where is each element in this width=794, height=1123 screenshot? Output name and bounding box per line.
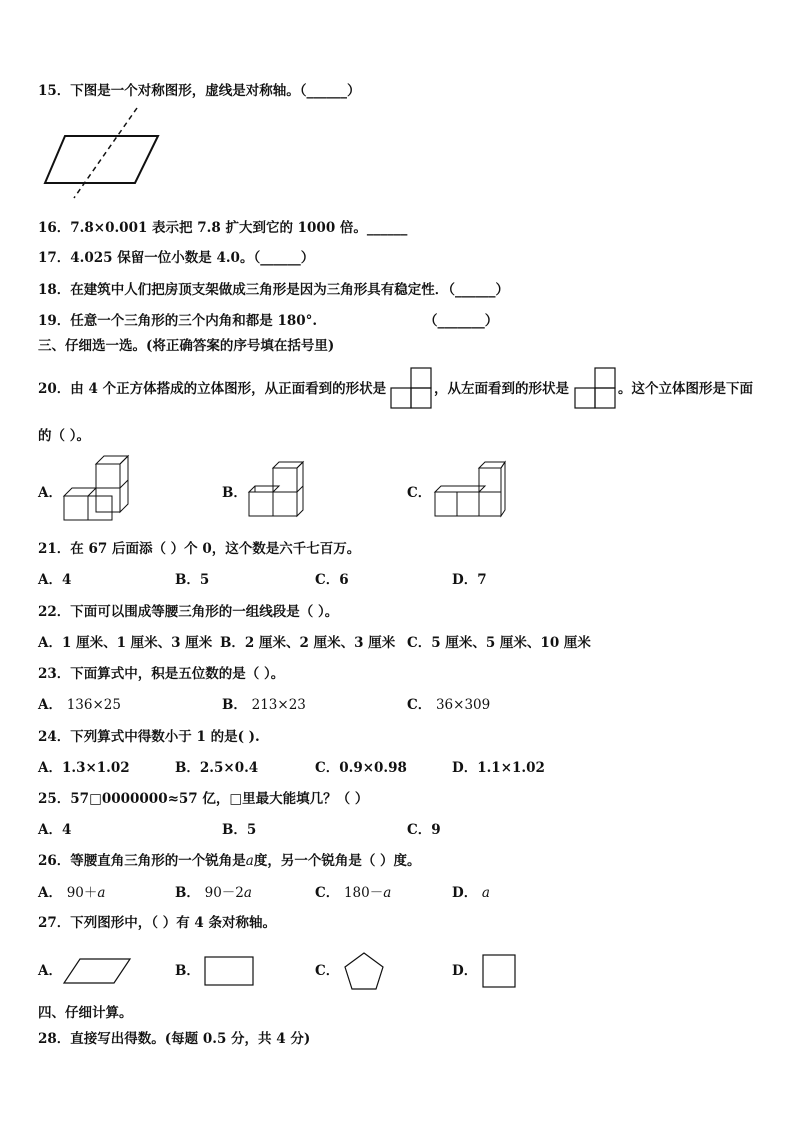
- q20-option-b-label: B．: [222, 485, 247, 501]
- q26-option-d: [452, 884, 490, 902]
- question-20-part4: 的（ ）。: [38, 428, 90, 444]
- question-27: 27．下列图形中，（ ）有 4 条对称轴。: [38, 915, 277, 931]
- question-22: 22．下面可以围成等腰三角形的一组线段是（ ）。: [38, 604, 339, 620]
- q20-option-c-label: C．: [407, 485, 432, 501]
- q27-option-b-label: B．: [175, 963, 200, 979]
- q22-option-a: A．1 厘米、1 厘米、3 厘米: [38, 635, 213, 651]
- q22-option-b: B．2 厘米、2 厘米、3 厘米: [220, 635, 396, 651]
- q21-option-c: C．6: [315, 572, 349, 588]
- question-23: 23．下面算式中，积是五位数的是（ ）。: [38, 666, 285, 682]
- question-21: 21．在 67 后面添（ ）个 0，这个数是六千七百万。: [38, 541, 361, 557]
- q26-option-c-label: C．: [315, 885, 340, 901]
- q24-option-b: B．2.5×0.4: [175, 760, 259, 776]
- q26-option-a: [38, 884, 105, 902]
- q23-option-a-expr: 136×25: [66, 697, 121, 713]
- parallelogram-figure: [40, 108, 170, 198]
- q20-option-a-cubes: [62, 460, 126, 522]
- q24-option-c: C．0.9×0.98: [315, 760, 407, 776]
- question-25: 25．57□0000000≈57 亿，□里最大能填几？（ ）: [38, 791, 369, 807]
- q23-option-b-expr: 213×23: [251, 697, 306, 713]
- q26-option-b-var: a: [243, 885, 252, 901]
- question-17: 17．4.025 保留一位小数是 4.0。（______）: [38, 250, 315, 266]
- q26-option-a-expr: 90＋: [66, 885, 98, 901]
- q20-option-c-cubes: [433, 464, 505, 520]
- q26-option-b-label: B．: [175, 885, 200, 901]
- section-4-heading: 四、仔细计算。: [38, 1005, 133, 1021]
- q26-option-c-expr: 180－: [343, 885, 384, 901]
- question-28: 28．直接写出得数。(每题 0.5 分，共 4 分): [38, 1031, 311, 1047]
- question-16: 16．7.8×0.001 表示把 7.8 扩大到它的 1000 倍。______: [38, 220, 408, 236]
- question-19-blank: （_______）: [424, 313, 499, 329]
- q26-text-part2: 度，另一个锐角是（ ）度。: [253, 853, 421, 869]
- q23-option-c-label: C．: [407, 697, 432, 713]
- question-20-part3: 。这个立体图形是下面: [618, 381, 753, 397]
- q23-option-a-label: A．: [38, 697, 62, 713]
- q27-option-a-label: A．: [38, 963, 62, 979]
- question-15: 15．下图是一个对称图形，虚线是对称轴。（______）: [38, 83, 361, 99]
- question-26: [38, 852, 421, 870]
- q26-text-part1: 26．等腰直角三角形的一个锐角是: [38, 853, 246, 869]
- q25-option-c: C．9: [407, 822, 441, 838]
- q26-variable: a: [245, 853, 254, 869]
- section-3-heading: 三、仔细选一选。(将正确答案的序号填在括号里): [38, 338, 335, 354]
- question-20-part2: ，从左面看到的形状是: [434, 381, 569, 397]
- q26-option-c: [315, 884, 391, 902]
- q27-option-d-label: D．: [452, 963, 478, 979]
- q21-option-d: D．7: [452, 572, 487, 588]
- pentagon-icon: [342, 951, 386, 993]
- q20-option-a-label: A．: [38, 485, 62, 501]
- question-20-part1: 20．由 4 个正方体搭成的立体图形，从正面看到的形状是: [38, 381, 387, 397]
- q24-option-d: D．1.1×1.02: [452, 760, 545, 776]
- q26-option-a-var: a: [97, 885, 106, 901]
- q23-option-c: [407, 696, 490, 714]
- q21-option-b: B．5: [175, 572, 210, 588]
- q24-option-a: A．1.3×1.02: [38, 760, 130, 776]
- q23-option-b-label: B．: [222, 697, 247, 713]
- parallelogram-icon: [62, 956, 134, 986]
- q25-option-b: B．5: [222, 822, 257, 838]
- q26-option-b-expr: 90－2: [204, 885, 244, 901]
- q20-option-b-cubes: [247, 464, 303, 520]
- q27-option-c-label: C．: [315, 963, 340, 979]
- q26-option-d-label: D．: [452, 885, 478, 901]
- q26-option-d-var: a: [481, 885, 490, 901]
- q21-option-a: A．4: [38, 572, 72, 588]
- q26-option-b: [175, 884, 252, 902]
- q26-option-a-label: A．: [38, 885, 62, 901]
- square-icon: [481, 953, 517, 989]
- rectangle-icon: [203, 955, 255, 987]
- q22-option-c: C．5 厘米、5 厘米、10 厘米: [407, 635, 591, 651]
- front-view-icon: [389, 366, 433, 410]
- q23-option-b: [222, 696, 306, 714]
- q25-option-a: A．4: [38, 822, 72, 838]
- q23-option-c-expr: 36×309: [435, 697, 491, 713]
- question-18: 18．在建筑中人们把房顶支架做成三角形是因为三角形具有稳定性．（______）: [38, 282, 510, 298]
- left-view-icon: [573, 366, 617, 410]
- q26-option-c-var: a: [383, 885, 392, 901]
- question-19: 19．任意一个三角形的三个内角和都是 180°.: [38, 313, 318, 329]
- question-24: 24．下列算式中得数小于 1 的是( ).: [38, 729, 260, 745]
- q23-option-a: [38, 696, 121, 714]
